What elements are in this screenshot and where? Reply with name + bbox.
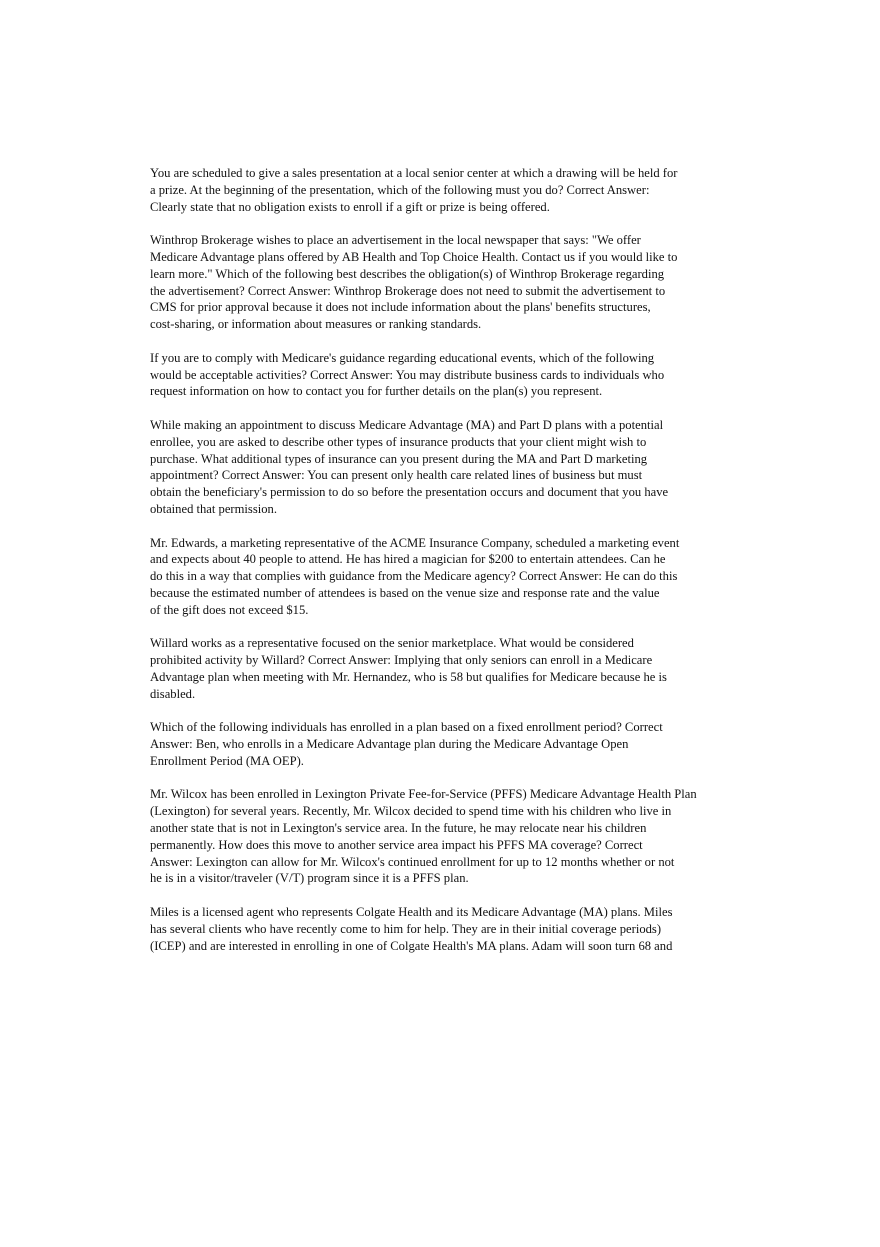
document-body <box>150 165 750 971</box>
paragraph-prohibited-activity-question: Willard works as a representative focused on the senior marketplace. What would be considered prohibited activity by Willard? Correct Answer: Implying that only seniors can enroll in a Medicare Advantage plan when meeting with Mr. Hernandez, who is 58 but qualifies for Medicare because he is disabled. <box>150 636 667 701</box>
paragraph-advertisement-question: Winthrop Brokerage wishes to place an advertisement in the local newspaper that says: "We offer Medicare Advantage plans offered by AB Health and Top Choice Health. Contact us if you would like to learn more." Which of the following best describes the obligation(s) of Winthrop Brokerage regarding the advertisement? Correct Answer: Winthrop Brokerage does not need to submit the advertisement to CMS for prior approval because it does not include information about the plans' benefits structures, cost-sharing, or information about measures or ranking standards. <box>150 233 678 332</box>
paragraph-additional-insurance-question: While making an appointment to discuss Medicare Advantage (MA) and Part D plans with a potential enrollee, you are asked to describe other types of insurance products that your client might wish to purchase. What additional types of insurance can you present during the MA and Part D marketing appointment? Correct Answer: You can present only health care related lines of business but must obtain the beneficiary's permission to do so before the presentation occurs and document that you have obtained that permission. <box>150 417 669 516</box>
paragraph-enrollment-period-question: Which of the following individuals has enrolled in a plan based on a fixed enrollment period? Correct Answer: Ben, who enrolls in a Medicare Advantage plan during the Medicare Advantage Open Enrollment Period (MA OEP). <box>150 720 663 768</box>
paragraph-icep-question: Miles is a licensed agent who represents Colgate Health and its Medicare Advantage (MA) plans. Miles has several clients who have recently come to him for help. They are in their initial coverage periods) (ICEP) and are interested in enrolling in one of Colgate Health's MA plans. Adam will soon turn 68 and <box>150 905 673 953</box>
paragraph-marketing-event-question: Mr. Edwards, a marketing representative of the ACME Insurance Company, scheduled a marketing event and expects about 40 people to attend. He has hired a magician for $200 to entertain attendees. Can he do this in a way that complies with guidance from the Medicare agency? Correct Answer: He can do this because the estimated number of attendees is based on the venue size and response rate and the value of the gift does not exceed $15. <box>150 535 680 617</box>
paragraph-educational-events-question: If you are to comply with Medicare's guidance regarding educational events, which of the following would be acceptable activities? Correct Answer: You may distribute business cards to individuals who request information on how to contact you for further details on the plan(s) you represent. <box>150 350 665 399</box>
paragraph-pffs-coverage-question: Mr. Wilcox has been enrolled in Lexington Private Fee-for-Service (PFFS) Medicare Advantage Health Plan (Lexington) for several years. Recently, Mr. Wilcox decided to spend time with his children who live in another state that is not in Lexington's service area. In the future, he may relocate near his children permanently. How does this move to another service area impact his PFFS MA coverage? Correct Answer: Lexington can allow for Mr. Wilcox's continued enrollment for up to 12 months whether or not he is in a visitor/traveler (V/T) program since it is a PFFS plan. <box>150 787 697 886</box>
paragraph-gift-prize-question: You are scheduled to give a sales presentation at a local senior center at which a drawing will be held for a prize. At the beginning of the presentation, which of the following must you do? Correct Answer: Clearly state that no obligation exists to enroll if a gift or prize is being offered. <box>150 166 678 214</box>
